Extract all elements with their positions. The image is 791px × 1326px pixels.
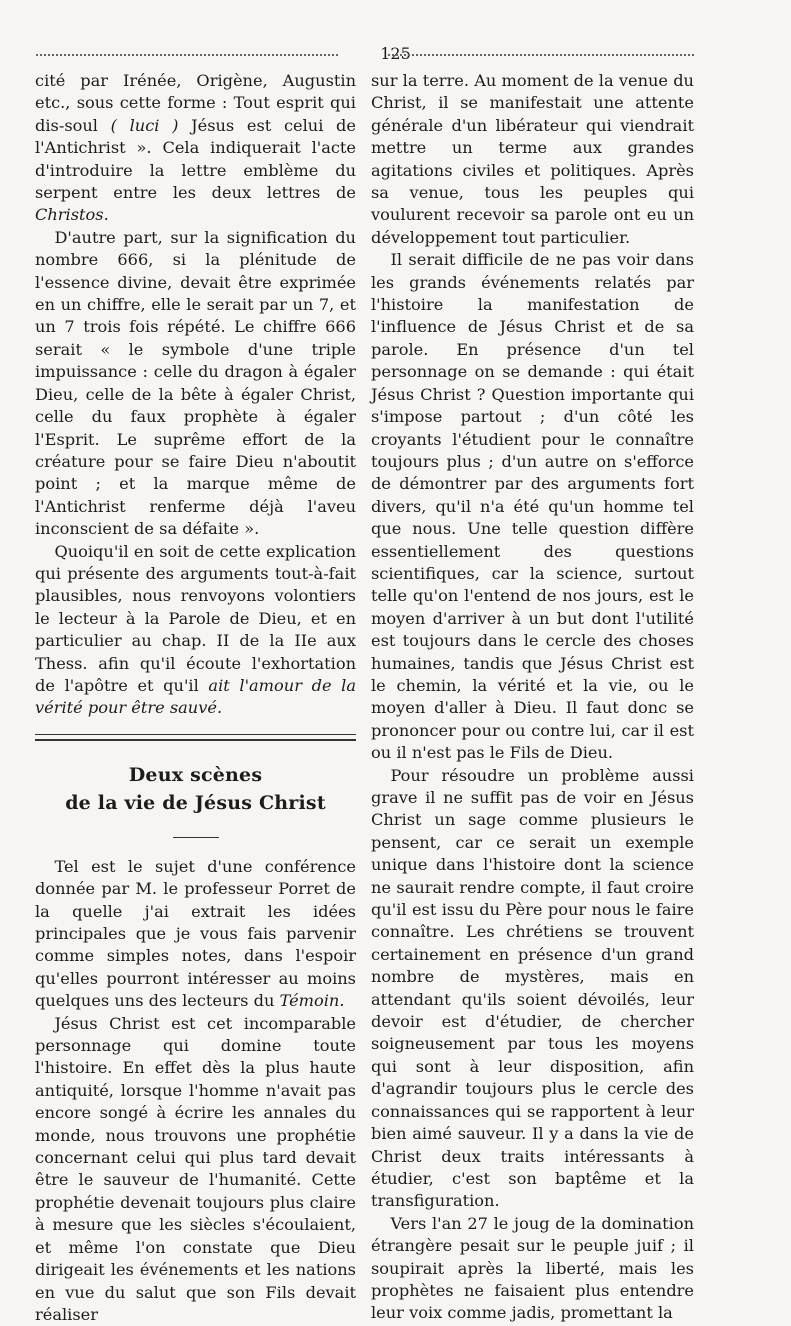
paragraph: D'autre part, sur la signification du nombre 666, si la plénitude de l'essence divine, devait être exprimée en un chiffre, elle le serait par un 7, et un 7 trois fois répété. Le chiffre 666 serait « le symbole d'une triple impuissance : celle du dragon à égaler Dieu, celle de la bête à égaler Christ, celle du faux prophète à égaler l'Esprit. Le suprême effort de la créature pour se faire Dieu n'aboutit point ; et la marque même de l'Antichrist renferme déjà l'aveu inconscient de sa défaite ».	[35, 227, 356, 539]
heading-line-2: de la vie de Jésus Christ	[65, 791, 326, 814]
paragraph: sur la terre. Au moment de la venue du Christ, il se manifestait une attente générale d'un libérateur qui viendrait mettre un terme aux grandes agitations civiles et politiques. Après sa venue, tous les peuples qui voulurent recevoir sa parole ont eu un développement tout particulier.	[371, 71, 694, 247]
paragraph	[35, 856, 356, 1013]
header-dotted-rule-right	[388, 54, 694, 56]
left-column	[35, 70, 356, 1326]
heading-rule	[173, 837, 219, 838]
paragraph: Il serait difficile de ne pas voir dans les grands événements relatés par l'histoire la manifestation de l'influence de Jésus Christ et de sa parole. En présence d'un tel personnage on se demande : qui était Jésus Christ ? Question importante qui s'impose partout ; d'un côté les croyants l'étudient pour le connaître toujours plus ; d'un autre on s'efforce de démontrer par des arguments fort divers, qu'il n'a été qu'un homme tel que nous. Une telle question diffère essentiellement des questions scientifiques, car la science, surtout telle qu'on l'entend de nos jours, est le moyen d'arriver à un but dont l'utilité est toujours dans le cercle des choses humaines, tandis que Jésus Christ est le chemin, la vérité et la vie, ou le moyen d'aller à Dieu. Il faut donc se prononcer pour ou contre lui, car il est ou il n'est pas le Fils de Dieu.	[371, 250, 694, 763]
text-run: Quoiqu'il en soit de cette explication qui présente des arguments tout-à-fait plausibles, nous renvoyons volontiers le lecteur à la Parole de Dieu, et en particulier au chap. II de la IIe aux Thess. afin qu'il écoute l'exhortation de l'apôtre et qu'il	[35, 541, 356, 695]
text-run: Tel est le sujet d'une conférence donnée par M. le professeur Porret de la quelle j'ai extrait les idées principales que je vous fais parvenir comme simples notes, dans l'espoir qu'elles pourront intéresser au moins quelques uns des lecteurs du	[35, 856, 356, 1011]
italic-text: ( luci )	[110, 115, 179, 135]
section-divider	[35, 734, 356, 741]
italic-text: Témoin.	[279, 991, 345, 1011]
italic-text: ait l'amour de la vérité pour être sauvé.	[35, 675, 356, 718]
paragraph	[35, 70, 356, 227]
paragraph: Pour résoudre un problème aussi grave il ne suffit pas de voir en Jésus Christ un sage comme plusieurs le pensent, car ce serait un exemple unique dans l'histoire dont la science ne saurait rendre compte, il faut croire qu'il est issu du Père pour nous le faire connaître. Les chrétiens se trouvent certainement en présence d'un grand nombre de mystères, mais en attendant qu'ils soient dévoilés, leur devoir est d'étudier, de chercher soigneusement par tous les moyens qui sont à leur disposition, afin d'agrandir toujours plus le cercle des connaissances qui se rapportent à leur bien aimé sauveur. Il y a dans la vie de Christ deux traits intéressants à étudier, c'est son baptême et la transfiguration.	[371, 765, 694, 1211]
right-column	[371, 70, 694, 1325]
paragraph: Vers l'an 27 le joug de la domination étrangère pesait sur le peuple juif ; il soupirait après la liberté, mais les prophètes ne faisaient plus entendre leur voix comme jadis, promettant la	[371, 1213, 694, 1323]
heading-line-1: Deux scènes	[128, 763, 263, 786]
page-number: 125	[380, 44, 411, 63]
italic-text: Christos.	[35, 205, 109, 225]
article-heading	[35, 761, 356, 817]
paragraph: Jésus Christ est cet incomparable personnage qui domine toute l'histoire. En effet dès la plus haute antiquité, lorsque l'homme n'avait pas encore songé à écrire les annales du monde, nous trouvons une prophétie concernant celui qui plus tard devait être le sauveur de l'humanité. Cette prophétie devenait toujours plus claire à mesure que les siècles s'écoulaient, et même l'on constate que Dieu dirigeait les événements et les nations en vue du salut que son Fils devait réaliser	[35, 1013, 356, 1324]
text-run: Jésus est celui de l'Antichrist ». Cela indiquerait l'acte d'introduire la lettre emblème du serpent entre les deux lettres de	[35, 115, 356, 203]
text-run: cité par Irénée, Origène, Augustin etc., sous cette forme : Tout esprit qui dis-soul	[35, 71, 356, 135]
paragraph	[35, 541, 356, 720]
